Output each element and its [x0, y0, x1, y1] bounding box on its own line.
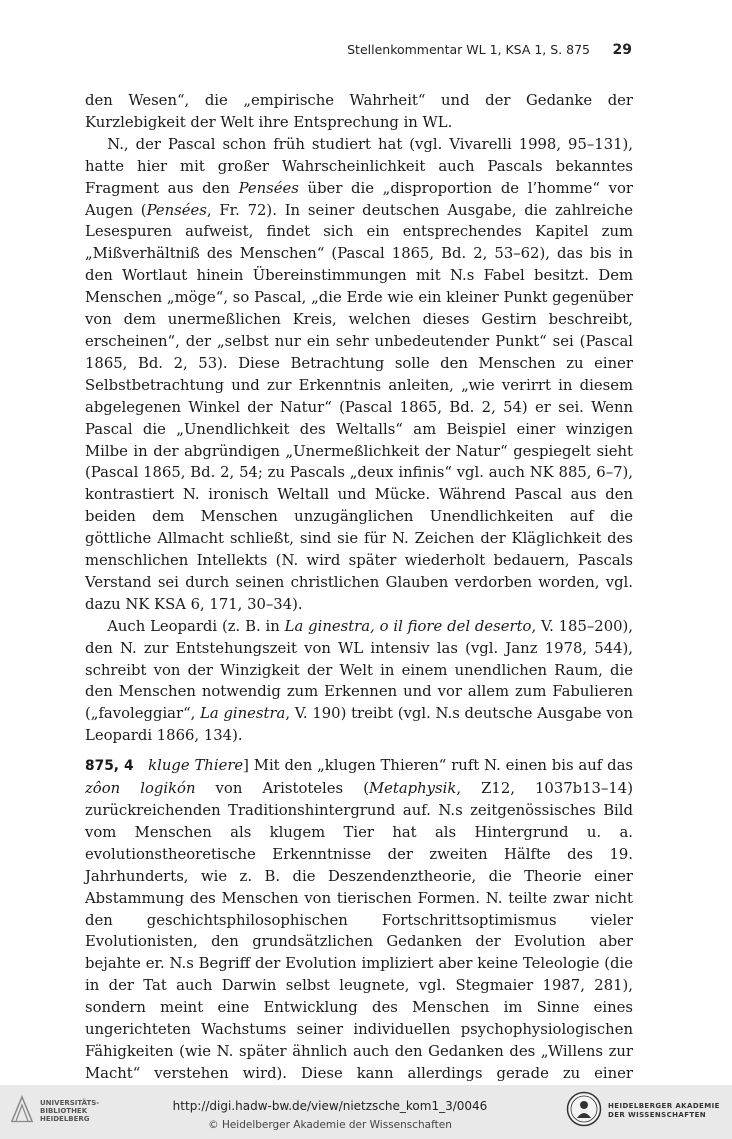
text-run: über die „disproportion de l’homme“ vor Augen ( [85, 179, 633, 219]
text-run: , Z12, 1037b13–14) zurückreichenden Traditionshintergrund auf. N.s zeitgenössisches Bild vom Menschen als klugem Tier hat als Hintergrund u. a. evolutionstheoretische Erkenntnisse der zweiten Hälfte des 19. Jahrhunderts, wie z. B. die Deszendenztheorie, die Theorie einer Abstammung des Menschen von tierischen Formen. N. teilte zwar nicht den geschichtsphilosophischen Fortschrittsoptimismus vieler Evolutionisten, den grundsätzlichen Gedanken der Evolution aber bejahte er. N.s Begriff der Evolution impliziert aber keine Teleologie (die in der Tat auch Darwin selbst leugnete, vgl. Stegmaier 1987, 281), sondern meint eine Entwicklung des Menschen im Sinne eines ungerichteten Wachstums seiner individuellen psychophysiologischen Fähigkeiten (wie N. später ähnlich auch den Gedanken des „Willens zur Macht“ verstehen wird). Diese kann allerdings gerade zu einer [85, 780, 633, 1082]
italic-run: Pensées [146, 201, 207, 219]
university-library-name [40, 1099, 99, 1123]
logo-line: DER WISSENSCHAFTEN [608, 1111, 707, 1119]
text-run: N., der Pascal schon früh studiert hat (vgl. Vivarelli 1998, 95–131), hatte hier mit großer Wahrscheinlichkeit auch Pascals bekanntes Fragment aus den [85, 135, 633, 197]
text-run: ] Mit den „klugen Thieren“ ruft N. einen bis auf das [243, 757, 633, 775]
logo-line: BIBLIOTHEK [40, 1107, 88, 1115]
text-run: , V. 190) treibt (vgl. N.s deutsche Ausgabe von Leopardi 1866, 134). [85, 705, 633, 745]
text-run: Auch Leopardi (z. B. in [107, 617, 285, 635]
academy-name [608, 1102, 720, 1120]
logo-line: UNIVERSITÄTS- [40, 1099, 100, 1107]
footer-bar [0, 1085, 732, 1139]
text-run: , V. 185–200), den N. zur Entstehungszeit von WL intensiv las (vgl. Janz 1978, 544), schreibt von der Winzigkeit der Welt in einem unendlichen Raum, die den Menschen notwendig zum Erkennen und vor allem zum Fabulieren („favoleggiar“, [85, 617, 633, 723]
academy-seal-icon [566, 1091, 602, 1127]
italic-run: zôon logikón [85, 780, 196, 798]
text-run: von Aristoteles ( [195, 780, 369, 798]
italic-run: Pensées [238, 179, 299, 197]
commentary-entry [85, 755, 633, 1107]
paragraph [85, 134, 633, 616]
copyright-notice: © Heidelberger Akademie der Wissenschaften [208, 1119, 452, 1131]
logo-line: HEIDELBERGER AKADEMIE [608, 1102, 720, 1110]
page-number: 29 [612, 42, 632, 58]
entry-lemma: kluge Thiere [148, 757, 244, 775]
main-text [85, 90, 633, 1107]
university-library-logo-icon [10, 1095, 34, 1123]
paragraph: den Wesen“, die „empirische Wahrheit“ und der Gedanke der Kurzlebigkeit der Welt ihre Entsprechung in WL. [85, 92, 633, 131]
source-url-link[interactable]: http://digi.hadw-bw.de/view/nietzsche_kom1_3/0046 [172, 1099, 488, 1113]
text-run: , Fr. 72). In seiner deutschen Ausgabe, die zahlreiche Lesespuren aufweist, findet sich ein entsprechendes Kapitel zum „Mißverhältniß des Menschen“ (Pascal 1865, Bd. 2, 53–62), das bis in den Wortlaut hinein Übereinstimmungen mit N.s Fabel besitzt. Dem Menschen „möge“, so Pascal, „die Erde wie ein kleiner Punkt gegenüber von dem unermeßlichen Kreis, welchen dieses Gestirn beschreibt, erscheinen“, der „selbst nur ein sehr unbedeutender Punkt“ sei (Pascal 1865, Bd. 2, 53). Diese Betrachtung solle den Menschen zu einer Selbstbetrachtung und zur Erkenntnis anleiten, „wie verirrt in diesem abgelegenen Winkel der Natur“ (Pascal 1865, Bd. 2, 54) er sei. Wenn Pascal die „Unendlichkeit des Weltalls“ am Beispiel einer winzigen Milbe in der abgründigen „Unermeßlichkeit der Natur“ gespiegelt sieht (Pascal 1865, Bd. 2, 54; zu Pascals „deux infinis“ vgl. auch NK 885, 6–7), kontrastiert N. ironisch Weltall und Mücke. Während Pascal aus den beiden dem Menschen unzugänglichen Unendlichkeiten auf die göttliche Allmacht schließt, sind sie für N. Zeichen der Kläglichkeit des menschlichen Intellekts (N. wird später wiederholt bedauern, Pascals Verstand sei durch seinen christlichen Glauben verdorben worden, vgl. dazu NK KSA 6, 171, 30–34). [85, 201, 633, 613]
running-header [0, 42, 632, 58]
running-title: Stellenkommentar WL 1, KSA 1, S. 875 [347, 42, 590, 57]
italic-run: La ginestra [200, 705, 286, 723]
paragraph [85, 616, 633, 747]
logo-line: HEIDELBERG [40, 1115, 90, 1123]
italic-run: La ginestra, o il fiore del deserto [284, 617, 532, 635]
italic-run: Metaphysik [369, 780, 457, 798]
entry-reference: 875, 4 [85, 758, 134, 775]
